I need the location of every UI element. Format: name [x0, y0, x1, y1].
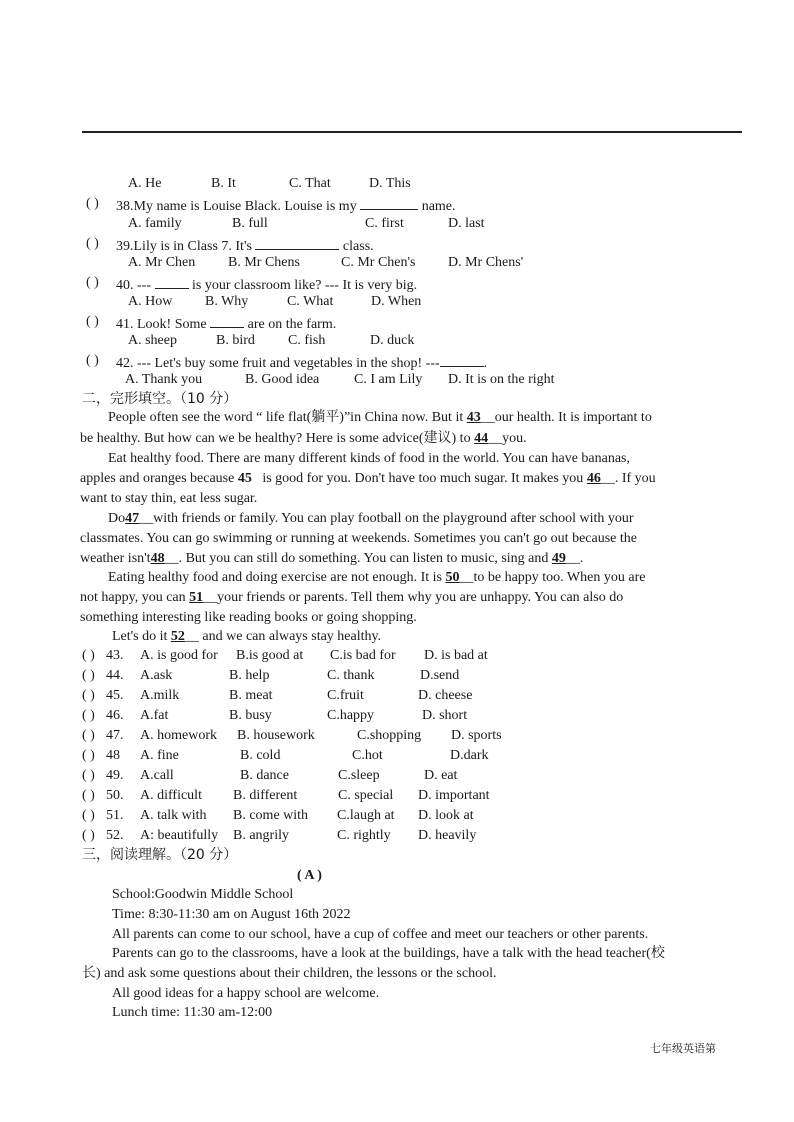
page-footer: 七年级英语第	[650, 1042, 716, 1055]
passage-line: Parents can go to the classrooms, have a look at the buildings, have a talk with the head teacher(校	[112, 946, 665, 961]
question-number: 48	[106, 748, 120, 763]
answer-paren[interactable]: ( )	[82, 808, 95, 823]
option: C.laugh at	[337, 808, 395, 823]
passage-line: People often see the word “ life flat(躺平)”in China now. But it 43__our health. It is important to	[108, 410, 652, 425]
option: D. heavily	[418, 828, 477, 843]
passage-line: classmates. You can go swimming or running at weekends. Sometimes you can't go out because the	[80, 531, 637, 546]
passage-line: School:Goodwin Middle School	[112, 887, 294, 902]
option: B. come with	[233, 808, 309, 823]
option: C. That	[289, 176, 331, 191]
passage-line: Eat healthy food. There are many different kinds of food in the world. You can have bananas,	[108, 451, 630, 466]
passage-line: All good ideas for a happy school are welcome.	[112, 986, 380, 1001]
option: D.send	[420, 668, 460, 683]
option: A. Mr Chen	[128, 255, 196, 270]
passage-line: Eating healthy food and doing exercise are not enough. It is 50__to be happy too. When you are	[108, 570, 646, 585]
answer-paren[interactable]: ( )	[82, 768, 95, 783]
option: A. family	[128, 216, 182, 231]
question-number: 52.	[106, 828, 124, 843]
question-number: 47.	[106, 728, 124, 743]
option: D. duck	[370, 333, 415, 348]
option: B. angrily	[233, 828, 289, 843]
question-number: 45.	[106, 688, 124, 703]
answer-paren[interactable]: ( )	[82, 708, 95, 723]
option: D. short	[422, 708, 468, 723]
option: B. dance	[240, 768, 289, 783]
option: C.fruit	[327, 688, 364, 703]
option: C. Mr Chen's	[341, 255, 416, 270]
question-text: 41. Look! Some are on the farm.	[116, 313, 336, 334]
passage-line: want to stay thin, eat less sugar.	[80, 491, 258, 506]
passage-line: weather isn't48__. But you can still do something. You can listen to music, sing and 49__.	[80, 551, 584, 566]
option: D. sports	[451, 728, 502, 743]
question-text: 42. --- Let's buy some fruit and vegetables in the shop! --- .	[116, 352, 487, 373]
option: C. What	[287, 294, 334, 309]
answer-paren[interactable]: ( )	[86, 275, 99, 290]
option: A. fine	[140, 748, 179, 763]
option: D. Mr Chens'	[448, 255, 524, 270]
passage-line: Do47__with friends or family. You can play football on the playground after school with your	[108, 511, 634, 526]
option: A. sheep	[128, 333, 177, 348]
question-text: 39.Lily is in Class 7. It's class.	[116, 235, 374, 256]
question-number: 50.	[106, 788, 124, 803]
question-number: 49.	[106, 768, 124, 783]
option: A. is good for	[140, 648, 218, 663]
option: B. Why	[205, 294, 249, 309]
option: B. help	[229, 668, 270, 683]
option: C. special	[338, 788, 394, 803]
answer-paren[interactable]: ( )	[82, 688, 95, 703]
option: D. eat	[424, 768, 458, 783]
option: B. bird	[216, 333, 255, 348]
answer-paren[interactable]: ( )	[82, 788, 95, 803]
option: C. thank	[327, 668, 375, 683]
option: C.happy	[327, 708, 375, 723]
option: A. How	[128, 294, 173, 309]
option: B. meat	[229, 688, 273, 703]
option: A.ask	[140, 668, 173, 683]
cloze-heading: 二，完形填空。（10 分）	[82, 391, 238, 407]
option: B. full	[232, 216, 268, 231]
option: B.is good at	[236, 648, 304, 663]
option: D. This	[369, 176, 411, 191]
reading-heading: 三，阅读理解。（20 分）	[82, 847, 238, 863]
answer-paren[interactable]: ( )	[82, 728, 95, 743]
option: D.dark	[450, 748, 489, 763]
option: C. rightly	[337, 828, 391, 843]
option: B. It	[211, 176, 236, 191]
option: A: beautifully	[140, 828, 219, 843]
passage-line: something interesting like reading books or going shopping.	[80, 610, 417, 625]
passage-line: not happy, you can 51__your friends or parents. Tell them why you are unhappy. You can also do	[80, 590, 624, 605]
answer-paren[interactable]: ( )	[86, 236, 99, 251]
option: D. is bad at	[424, 648, 488, 663]
answer-paren[interactable]: ( )	[86, 314, 99, 329]
option: A. talk with	[140, 808, 207, 823]
option: C.sleep	[338, 768, 380, 783]
header-rule	[82, 131, 742, 133]
question-text: 38.My name is Louise Black. Louise is my name.	[116, 195, 456, 216]
answer-paren[interactable]: ( )	[86, 353, 99, 368]
option: A. difficult	[140, 788, 202, 803]
question-text: 40. --- is your classroom like? --- It is very big.	[116, 274, 417, 295]
answer-paren[interactable]: ( )	[82, 748, 95, 763]
passage-line: All parents can come to our school, have a cup of coffee and meet our teachers or other parents.	[112, 927, 649, 942]
option: B. different	[233, 788, 298, 803]
option: C.is bad for	[330, 648, 396, 663]
passage-line: Time: 8:30-11:30 am on August 16th 2022	[112, 907, 351, 922]
option: D. important	[418, 788, 490, 803]
option: D. cheese	[418, 688, 473, 703]
passage-line: Let's do it 52__ and we can always stay healthy.	[112, 629, 382, 644]
option: C.hot	[352, 748, 383, 763]
option: B. busy	[229, 708, 272, 723]
option: B. Mr Chens	[228, 255, 300, 270]
passage-line: be healthy. But how can we be healthy? Here is some advice(建议) to 44__you.	[80, 431, 527, 446]
option: D. last	[448, 216, 485, 231]
passage-line: 长) and ask some questions about their children, the lessons or the school.	[82, 966, 497, 981]
question-number: 46.	[106, 708, 124, 723]
option: C. fish	[288, 333, 326, 348]
option: B. housework	[237, 728, 315, 743]
answer-paren[interactable]: ( )	[82, 828, 95, 843]
option: B. cold	[240, 748, 281, 763]
option: D. look at	[418, 808, 474, 823]
option: C. first	[365, 216, 404, 231]
question-number: 43.	[106, 648, 124, 663]
passage-line: apples and oranges because 45 is good for you. Don't have too much sugar. It makes you 46__. If you	[80, 471, 656, 486]
option: A.call	[140, 768, 174, 783]
question-number: 44.	[106, 668, 124, 683]
option: B. Good idea	[245, 372, 320, 387]
option: D. It is on the right	[448, 372, 555, 387]
option: D. When	[371, 294, 422, 309]
option: A.fat	[140, 708, 169, 723]
answer-paren[interactable]: ( )	[86, 196, 99, 211]
option: A. Thank you	[125, 372, 203, 387]
passage-label: ( A )	[297, 868, 322, 883]
question-number: 51.	[106, 808, 124, 823]
option: A.milk	[140, 688, 180, 703]
option: A. homework	[140, 728, 217, 743]
option: C.shopping	[357, 728, 422, 743]
option: C. I am Lily	[354, 372, 423, 387]
answer-paren[interactable]: ( )	[82, 668, 95, 683]
answer-paren[interactable]: ( )	[82, 648, 95, 663]
passage-line: Lunch time: 11:30 am-12:00	[112, 1005, 273, 1020]
option: A. He	[128, 176, 162, 191]
